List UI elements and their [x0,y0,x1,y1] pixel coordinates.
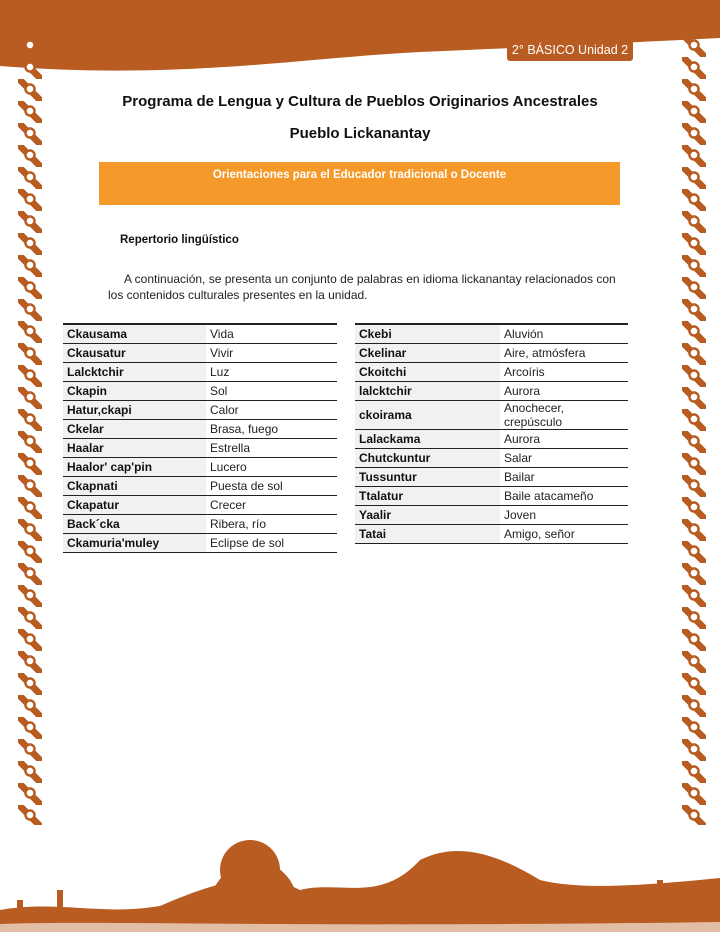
vocabulary-row [63,458,337,477]
lickanantay-word: Yaalir [355,506,500,525]
landscape-illustration [0,820,720,932]
vocabulary-row [63,401,337,420]
lickanantay-word: Ckapin [63,382,206,401]
vocabulary-row [63,534,337,553]
spanish-meaning: Joven [500,506,628,525]
lickanantay-word: Chutckuntur [355,449,500,468]
right-decorative-border [682,35,706,825]
lickanantay-word: Ckausama [63,324,206,344]
vocabulary-row [355,401,628,430]
lickanantay-word: Haalor' cap'pin [63,458,206,477]
spanish-meaning: Sol [206,382,337,401]
lickanantay-word: Ckebi [355,324,500,344]
lickanantay-word: Ckelar [63,420,206,439]
intro-paragraph: A continuación, se presenta un conjunto de palabras en idioma lickanantay relacionados con los contenidos culturales presentes en la unidad. [108,272,616,302]
spanish-meaning: Baile atacameño [500,487,628,506]
vocabulary-row [63,420,337,439]
lickanantay-word: Haalar [63,439,206,458]
lickanantay-word: Hatur,ckapi [63,401,206,420]
spanish-meaning: Vida [206,324,337,344]
spanish-meaning: Crecer [206,496,337,515]
lickanantay-word: Ckapnati [63,477,206,496]
vocabulary-row [355,449,628,468]
vocabulary-row [63,496,337,515]
vocabulary-row [63,477,337,496]
banner-text: Orientaciones para el Educador tradicional o Docente [212,169,507,181]
spanish-meaning: Aluvión [500,324,628,344]
lickanantay-word: Back´cka [63,515,206,534]
spanish-meaning: Aire, atmósfera [500,344,628,363]
spanish-meaning: Arcoíris [500,363,628,382]
spanish-meaning: Lucero [206,458,337,477]
left-decorative-border [18,35,42,825]
vocabulary-row [63,344,337,363]
spanish-meaning: Amigo, señor [500,525,628,544]
lickanantay-word: Ckamuria'muley [63,534,206,553]
vocabulary-row [63,324,337,344]
spanish-meaning: Ribera, río [206,515,337,534]
spanish-meaning: Brasa, fuego [206,420,337,439]
lickanantay-word: Ckausatur [63,344,206,363]
spanish-meaning: Bailar [500,468,628,487]
spanish-meaning: Estrella [206,439,337,458]
spanish-meaning: Vivir [206,344,337,363]
lickanantay-word: Lalackama [355,430,500,449]
vocabulary-row [63,382,337,401]
lickanantay-word: Ckapatur [63,496,206,515]
spanish-meaning: Anochecer, crepúsculo [500,401,628,430]
section-heading: Repertorio lingüístico [120,234,239,246]
lickanantay-word: lalcktchir [355,382,500,401]
vocabulary-row [355,506,628,525]
lickanantay-word: Lalcktchir [63,363,206,382]
vocabulary-row [355,430,628,449]
vocabulary-row [63,439,337,458]
vocabulary-table-right [355,323,628,544]
lickanantay-word: Tussuntur [355,468,500,487]
document-title: Programa de Lengua y Cultura de Pueblos Originarios Ancestrales [122,93,598,110]
vocabulary-table-left [63,323,337,553]
spanish-meaning: Eclipse de sol [206,534,337,553]
lickanantay-word: Ckoitchi [355,363,500,382]
document-subtitle: Pueblo Lickanantay [289,125,431,142]
vocabulary-row [355,382,628,401]
spanish-meaning: Calor [206,401,337,420]
lickanantay-word: ckoirama [355,401,500,430]
vocabulary-row [355,324,628,344]
vocabulary-row [355,344,628,363]
vocabulary-row [355,487,628,506]
vocabulary-row [355,468,628,487]
vocabulary-row [355,363,628,382]
lickanantay-word: Ckelinar [355,344,500,363]
spanish-meaning: Puesta de sol [206,477,337,496]
spanish-meaning: Salar [500,449,628,468]
spanish-meaning: Luz [206,363,337,382]
lickanantay-word: Tatai [355,525,500,544]
vocabulary-row [63,515,337,534]
vocabulary-row [63,363,337,382]
spanish-meaning: Aurora [500,382,628,401]
spanish-meaning: Aurora [500,430,628,449]
lickanantay-word: Ttalatur [355,487,500,506]
vocabulary-row [355,525,628,544]
grade-badge: 2° BÁSICO Unidad 2 [507,39,633,61]
section-banner [99,162,620,205]
